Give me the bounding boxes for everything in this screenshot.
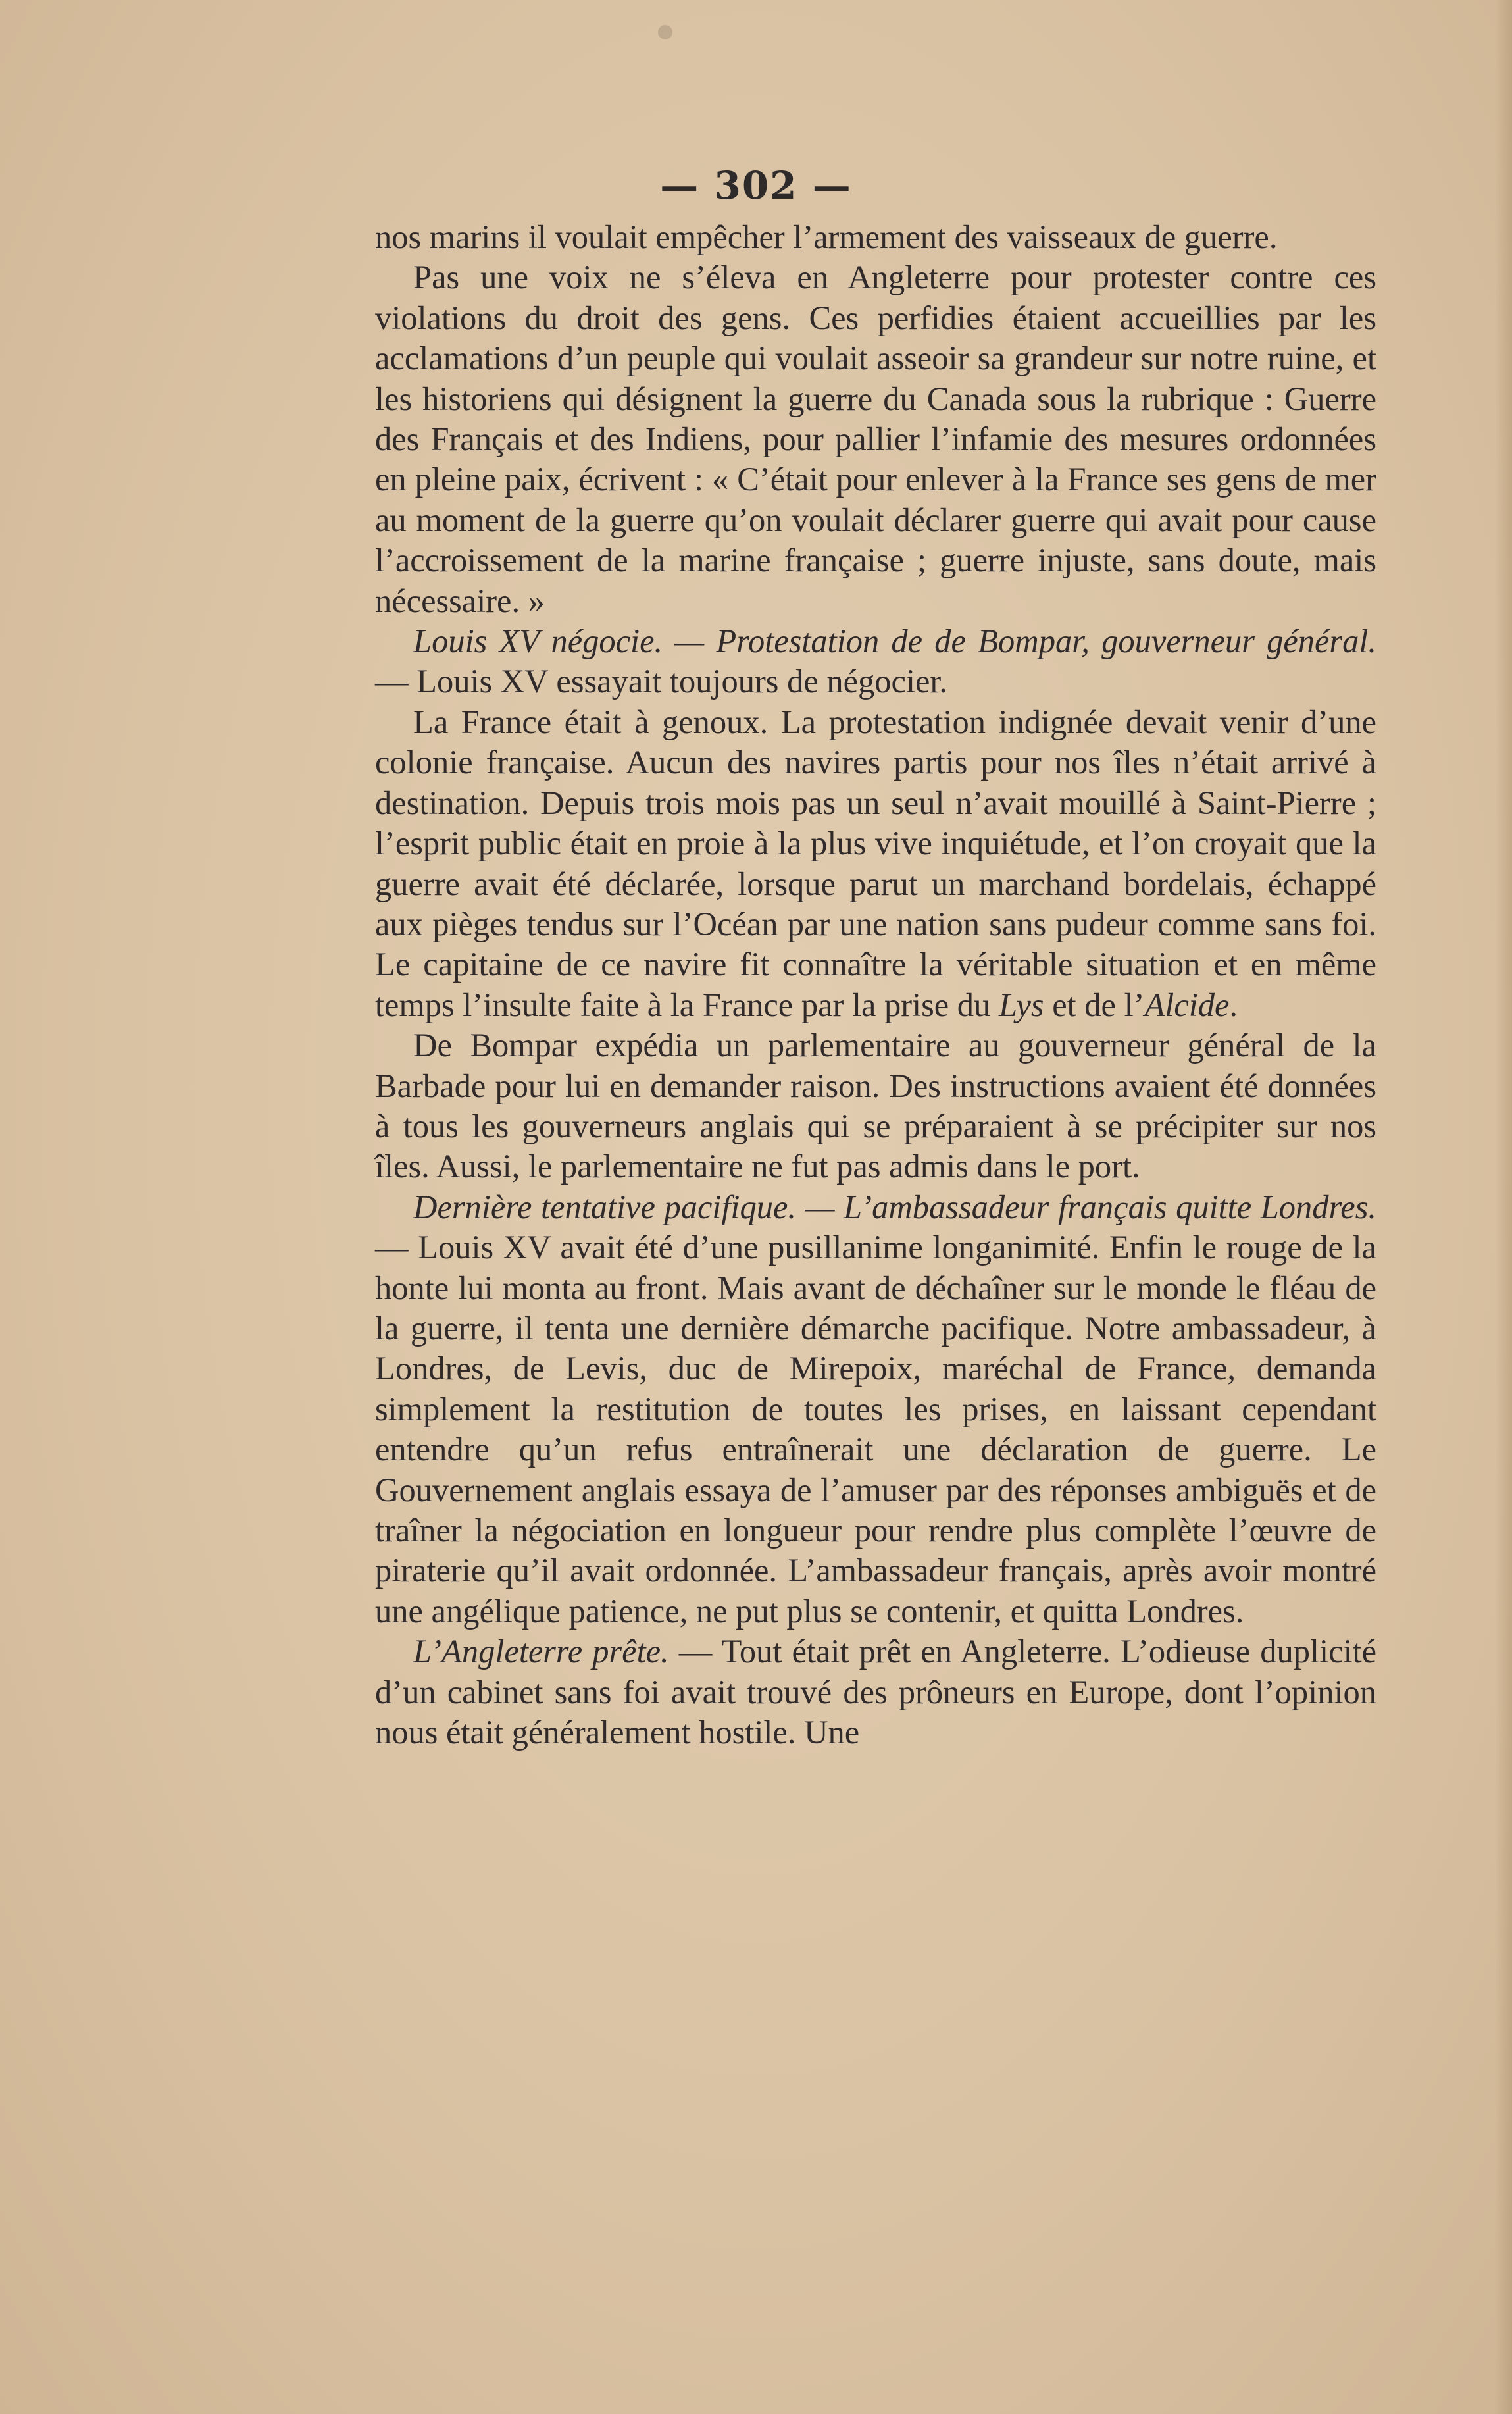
paragraph-text: De Bompar expédia un parlementaire au gouverneur général de la Barbade pour lui en demander raison. Des instructions avaient été données à tous les gouverneurs anglais qui se préparaient à se précipiter sur nos îles. Aussi, le parlementaire ne fut pas admis dans le port.	[375, 1027, 1376, 1185]
section-heading: L’Angleterre prête.	[413, 1633, 669, 1670]
paragraph-text: nos marins il voulait empêcher l’armement des vaisseaux de guerre.	[375, 218, 1278, 255]
paragraph-text: — Louis XV essayait toujours de négocier.	[375, 663, 948, 700]
paragraph	[375, 621, 1376, 702]
paragraph	[375, 1025, 1376, 1187]
ship-name: Lys	[998, 986, 1044, 1023]
paragraph-text: et de l’	[1044, 986, 1145, 1023]
page-number: — 302 —	[660, 163, 852, 208]
section-heading: Dernière tentative pacifique. — L’ambassadeur français quitte Londres.	[413, 1188, 1376, 1225]
ink-spot	[658, 25, 672, 39]
paragraph-text: Pas une voix ne s’éleva en Angleterre pour protester contre ces violations du droit des gens. Ces perfidies étaient accueillies par les acclamations d’un peuple qui voulait asseoir sa grandeur sur notre ruine, et les historiens qui désignent la guerre du Canada sous la rubrique : Guerre des Français et des Indiens, pour pallier l’infamie des mesures ordonnées en pleine paix, écrivent : « C’était pour enlever à la France ses gens de mer au moment de la guerre qu’on voulait déclarer guerre qui avait pour cause l’accroissement de la marine française ; guerre injuste, sans doute, mais nécessaire. »	[375, 259, 1376, 619]
paragraph-text: La France était à genoux. La protestation indignée devait venir d’une colonie française. Aucun des navires partis pour nos îles n’était arrivé à destination. Depuis trois mois pas un seul n’avait mouillé à Saint-Pierre ; l’esprit public était en proie à la plus vive inquiétude, et l’on croyait que la guerre avait été déclarée, lorsque parut un marchand bordelais, échappé aux pièges tendus sur l’Océan par une nation sans pudeur comme sans foi. Le capitaine de ce navire fit connaître la véritable situation et en même temps l’insulte faite à la France par la prise du	[375, 703, 1376, 1023]
paragraph-text: .	[1229, 986, 1238, 1023]
paragraph	[375, 1187, 1376, 1631]
page-edge-shadow	[1495, 0, 1512, 2414]
paragraph	[375, 217, 1376, 257]
body-text	[375, 217, 1376, 1753]
ship-name: Alcide	[1144, 986, 1230, 1023]
paragraph-text: — Louis XV avait été d’une pusillanime longanimité. Enfin le rouge de la honte lui monta au front. Mais avant de déchaîner sur le monde le fléau de la guerre, il tenta une dernière démarche pacifique. Notre ambassadeur, à Londres, de Levis, duc de Mirepoix, maréchal de France, demanda simplement la restitution de toutes les prises, en laissant cependant entendre qu’un refus entraînerait une déclaration de guerre. Le Gouvernement anglais essaya de l’amuser par des réponses ambiguës et de traîner la négociation en longueur pour rendre plus complète l’œuvre de piraterie qu’il avait ordonnée. L’ambassadeur français, après avoir montré une angélique patience, ne put plus se contenir, et quitta Londres.	[375, 1229, 1376, 1630]
paragraph-text: — Tout était prêt en Angleterre. L’odieuse duplicité d’un cabinet sans foi avait trouvé des prôneurs en Europe, dont l’opinion nous était généralement hostile. Une	[375, 1633, 1376, 1751]
paragraph	[375, 257, 1376, 621]
section-heading: Louis XV négocie. — Protestation de de Bompar, gouverneur général.	[413, 623, 1376, 660]
paragraph	[375, 1631, 1376, 1753]
paragraph	[375, 702, 1376, 1025]
